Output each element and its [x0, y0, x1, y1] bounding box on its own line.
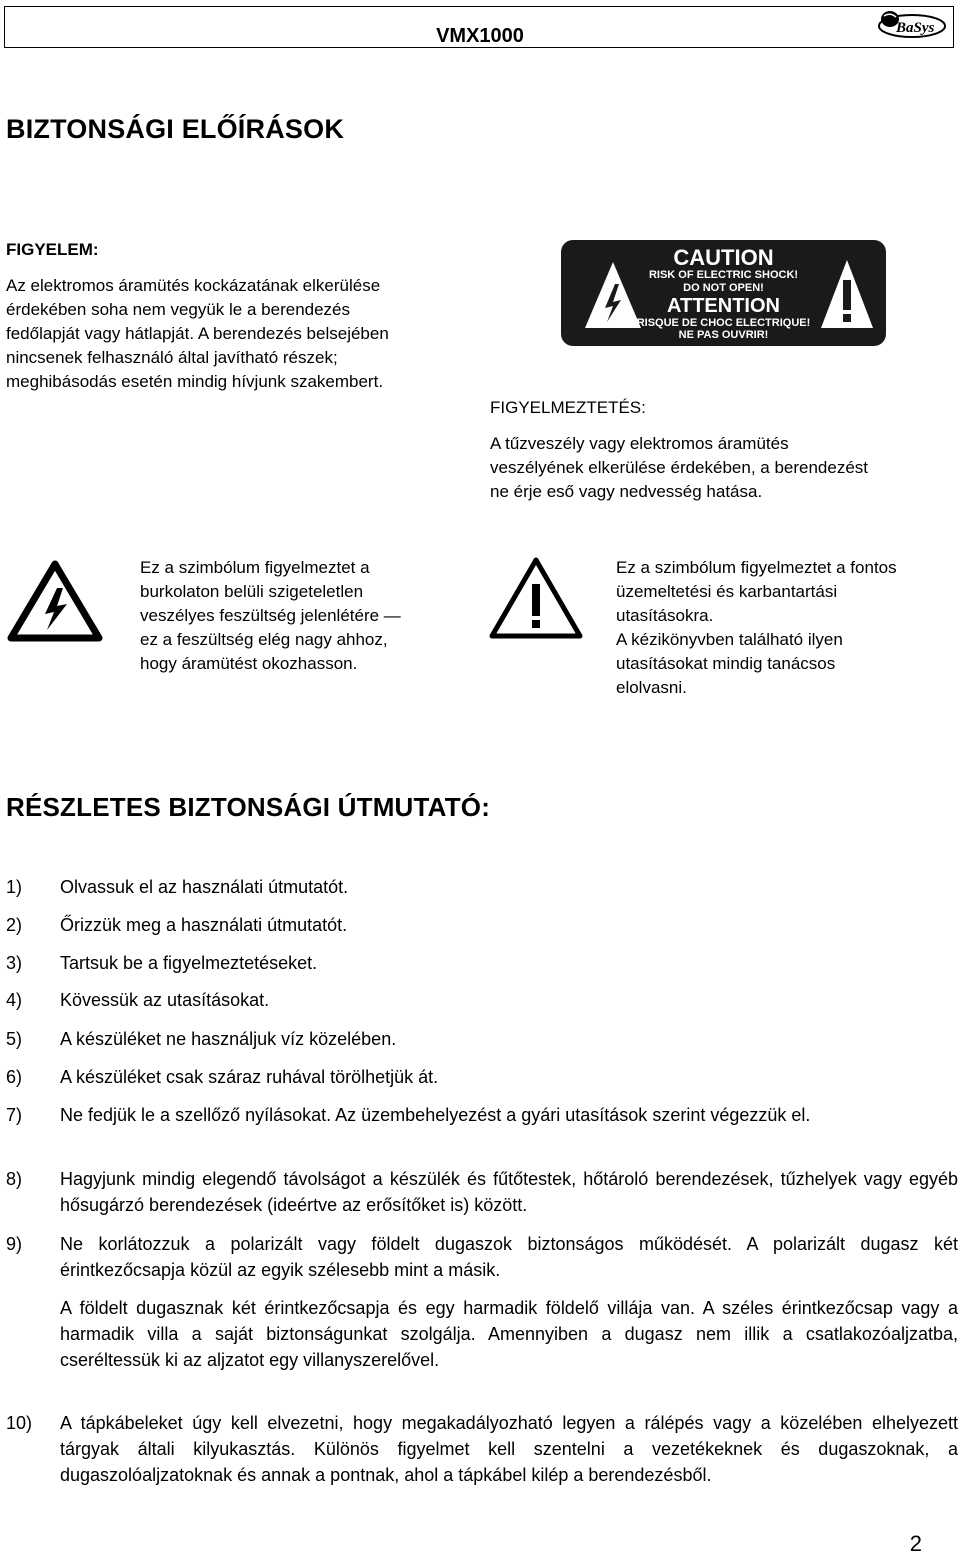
- list-text: A tápkábeleket úgy kell elvezetni, hogy megakadályozható legyen a rálépés vagy a közelében elhelyezett tárgyak általi kilyukasztás. Különös figyelmet kell szentelni a vezetékeknek és dugaszoknak, a dugaszolóaljzatoknak és annak a pontnak, ahol a tápkábel kilép a berendezésből.: [60, 1413, 958, 1485]
- list-number: 7): [6, 1105, 23, 1125]
- document-title: VMX1000: [436, 25, 524, 47]
- basys-logo: [874, 8, 950, 42]
- notice-text: [490, 432, 956, 504]
- warning-label: FIGYELEM:: [6, 240, 99, 259]
- list-number: 3): [6, 953, 23, 973]
- list-text: Hagyjunk mindig elegendő távolságot a készülék és fűtőtestek, hőtároló berendezések, tűzhelyek vagy egyéb hősugárzó berendezések (ideértve az erősítőket is) között.: [60, 1169, 958, 1215]
- list-item: [6, 1295, 958, 1373]
- warning-line: nincsenek felhasználó által javítható részek;: [6, 348, 338, 367]
- list-number: 10): [6, 1413, 33, 1433]
- exclamation-triangle-icon: [488, 556, 584, 640]
- list-text: Tartsuk be a figyelmeztetéseket.: [60, 953, 318, 973]
- exclamation-desc-line: elolvasni.: [616, 678, 687, 697]
- warning-line: Az elektromos áramütés kockázatának elkerülése: [6, 276, 381, 295]
- list-text: A készüléket csak száraz ruhával törölhetjük át.: [60, 1067, 439, 1087]
- lightning-description: [140, 556, 460, 676]
- caution-line-caution: CAUTION: [673, 245, 774, 270]
- exclamation-description: [616, 556, 958, 700]
- list-item: [6, 1166, 958, 1218]
- section-title: RÉSZLETES BIZTONSÁGI ÚTMUTATÓ:: [6, 792, 491, 822]
- list-number: 2): [6, 915, 23, 935]
- list-item: [6, 874, 958, 900]
- list-text: Olvassuk el az használati útmutatót.: [60, 877, 349, 897]
- list-number: 6): [6, 1067, 23, 1087]
- notice-line: A tűzveszély vagy elektromos áramütés: [490, 434, 789, 453]
- lightning-desc-line: ez a feszültség elég nagy ahhoz,: [140, 630, 388, 649]
- warning-line: érdekében soha nem vegyük le a berendezés: [6, 300, 351, 319]
- notice-line: veszélyének elkerülése érdekében, a berendezést: [490, 458, 869, 477]
- caution-line-attention: ATTENTION: [667, 295, 780, 317]
- logo-text: BaSys: [896, 20, 935, 36]
- lightning-desc-line: Ez a szimbólum figyelmeztet a: [140, 558, 370, 577]
- warning-line: meghibásodás esetén mindig hívjunk szakembert.: [6, 372, 384, 391]
- warning-text: [6, 274, 476, 394]
- list-item: [6, 987, 958, 1013]
- warning-line: fedőlapját vagy hátlapját. A berendezés belsejében: [6, 324, 389, 343]
- list-number: 1): [6, 877, 23, 897]
- page-number: 2: [909, 1531, 922, 1556]
- lightning-desc-line: burkolaton belüli szigeteletlen: [140, 582, 364, 601]
- exclamation-desc-line: A kézikönyvben található ilyen: [616, 630, 843, 649]
- caution-label: [561, 240, 886, 346]
- list-number: 5): [6, 1029, 23, 1049]
- lightning-desc-line: veszélyes feszültség jelenlétére —: [140, 606, 401, 625]
- caution-line-risque: RISQUE DE CHOC ELECTRIQUE!: [636, 317, 811, 329]
- caution-line-donotopen: DO NOT OPEN!: [683, 282, 764, 294]
- list-item: [6, 1026, 958, 1052]
- exclamation-desc-line: utasításokra.: [616, 606, 714, 625]
- exclamation-desc-line: üzemeltetési és karbantartási: [616, 582, 838, 601]
- list-item: [6, 912, 958, 938]
- list-text: Őrizzük meg a használati útmutatót.: [60, 915, 348, 935]
- list-number: 4): [6, 990, 23, 1010]
- list-text: A készüléket ne használjuk víz közelében.: [60, 1029, 397, 1049]
- list-number: 8): [6, 1169, 23, 1189]
- list-item: [6, 1231, 958, 1283]
- exclamation-desc-line: utasításokat mindig tanácsos: [616, 654, 836, 673]
- list-item: [6, 1410, 958, 1488]
- exclamation-desc-line: Ez a szimbólum figyelmeztet a fontos: [616, 558, 897, 577]
- list-number: 9): [6, 1234, 23, 1254]
- caution-line-ouvrir: NE PAS OUVRIR!: [678, 329, 769, 341]
- notice-line: ne érje eső vagy nedvesség hatása.: [490, 482, 763, 501]
- page-title: BIZTONSÁGI ELŐÍRÁSOK: [6, 114, 345, 144]
- list-text: Ne korlátozzuk a polarizált vagy földelt dugaszok biztonságos működését. A polarizált dugasz két érintkezőcsapja közül az egyik szélesebb mint a másik.: [60, 1234, 958, 1280]
- list-item: [6, 950, 958, 976]
- notice-label: FIGYELMEZTETÉS:: [490, 398, 646, 417]
- lightning-desc-line: hogy áramütést okozhasson.: [140, 654, 358, 673]
- caution-line-risk: RISK OF ELECTRIC SHOCK!: [648, 269, 799, 281]
- list-item: [6, 1064, 958, 1090]
- list-text: Kövessük az utasításokat.: [60, 990, 270, 1010]
- list-text: Ne fedjük le a szellőző nyílásokat. Az üzembehelyezést a gyári utasítások szerint végezzük el.: [60, 1105, 811, 1125]
- basys-logo-icon: [874, 8, 950, 42]
- list-text: A földelt dugasznak két érintkezőcsapja és egy harmadik földelő villája van. A széles érintkezőcsap vagy a harmadik villa a saját biztonságunkat szolgálja. Amennyiben a dugasz nem illik a csatlakozóaljzatba, cseréltessük ki az aljzatot egy villanyszerelővel.: [60, 1298, 958, 1370]
- list-item: [6, 1102, 958, 1128]
- lightning-triangle-icon: [7, 560, 103, 642]
